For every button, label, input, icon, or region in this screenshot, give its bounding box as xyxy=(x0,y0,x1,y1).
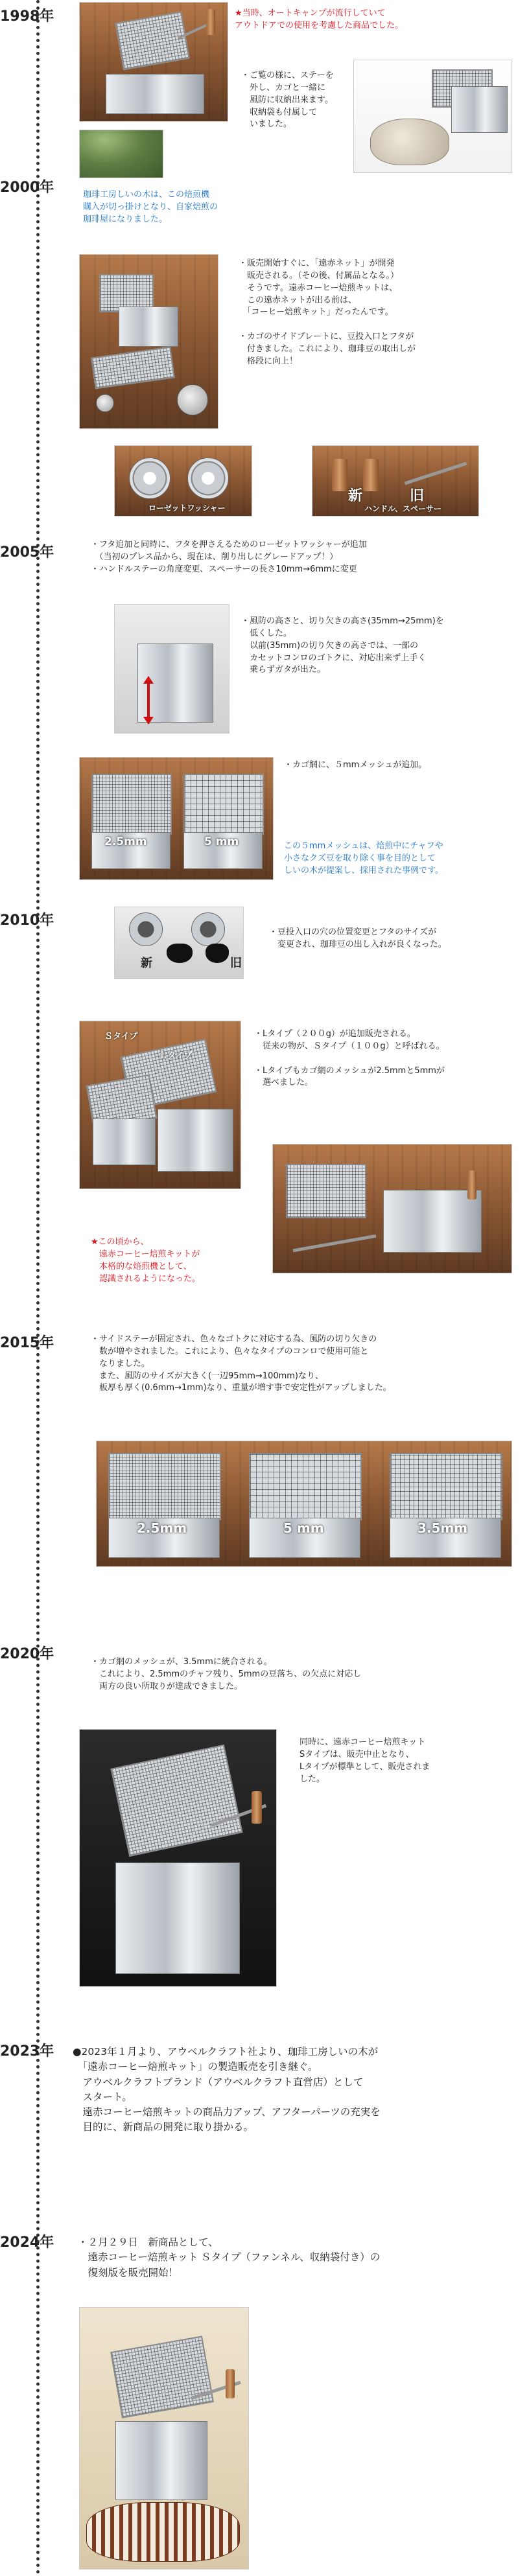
year-2005: 2005年 xyxy=(0,544,54,561)
note-mesh-5mm: この５mmメッシュは、焙煎中にチャフや 小さなクズ豆を取り除く事を目的として しいの木が提案し、採用された事例です。 xyxy=(284,841,443,876)
note-shiinoki: 珈琲工房しいの木は、この焙煎機 購入が切っ掛けとなり、自家焙煎の 珈琲屋になりました。 xyxy=(83,190,218,224)
year-2024: 2024年 xyxy=(0,2234,54,2251)
label-2015-3-5mm: 3.5mm xyxy=(417,1520,468,1536)
photo-bean-inlet xyxy=(114,907,244,979)
caption-new-handle: 新 xyxy=(348,488,363,504)
text-2010-ltype: ・Lタイプ（２００g）が追加販売される。 従来の物が、Ｓタイプ（１００g）と呼ばれる。 ・Lタイプもカゴ網のメッシュが2.5mmと5mmが 選べました。 xyxy=(254,1029,445,1088)
text-2015: ・サイドステーが固定され、色々なゴトクに対応する為、風防の切り欠きの 数が増やされました。これにより、色々なタイプのコンロで使用可能と なりました。 また、風防のサイズが大きく(一辺95mm→100mm)なり、 板厚も厚く(0.6mm→1mm)なり、重量が増す事で安定性がアップしました。 xyxy=(91,1334,392,1393)
caption-handle-spacer: ハンドル、スペーサー xyxy=(364,504,442,513)
label-s-type: Ｓタイプ xyxy=(104,1032,138,1041)
caption-old-inlet: 旧 xyxy=(230,957,242,970)
caption-old-handle: 旧 xyxy=(410,488,425,504)
text-2020: ・カゴ網のメッシュが、3.5mmに統合される。 これにより、2.5mmのチャフ残り、5mmの豆落ち、の欠点に対応し 両方の良い所取りが達成できました。 xyxy=(91,1657,362,1691)
photo-storage-bag xyxy=(353,60,512,173)
year-2015: 2015年 xyxy=(0,1335,54,1351)
photo-windshield-height xyxy=(114,604,229,734)
year-1998: 1998年 xyxy=(0,8,54,25)
text-windshield: ・風防の高さと、切り欠きの高さ(35mm→25mm)を 低くした。 以前(35mm)の切り欠きの高さでは、一部の カセットコンロのゴトクに、対応出来ず上手く 乗らずガタが出た。 xyxy=(241,616,444,675)
year-2010: 2010年 xyxy=(0,912,54,929)
photo-l-type-parts xyxy=(272,1144,512,1273)
text-storage: ・ご覧の様に、ステーを 外し、カゴと一緒に 風防に収納出来ます。 収納袋も付属して いました。 xyxy=(241,71,334,130)
photo-parts-2000 xyxy=(79,254,218,429)
label-2015-2-5mm: 2.5mm xyxy=(137,1520,187,1536)
note-recognized: ★この頃から、 遠赤コーヒー焙煎キットが 本格的な焙煎機として、 認識されるようになった。 xyxy=(91,1237,201,1284)
photo-roaster-2020 xyxy=(79,1729,277,1987)
year-2020: 2020年 xyxy=(0,1646,54,1662)
photo-s-type-reissue xyxy=(79,2307,249,2570)
photo-rosette-washer xyxy=(114,445,252,516)
text-2010-inlet: ・豆投入口の穴の位置変更とフタのサイズが 変更され、珈琲豆の出し入れが良くなった。 xyxy=(269,927,447,949)
photo-roaster-1998 xyxy=(79,2,228,122)
photo-s-l-type xyxy=(79,1021,241,1189)
photo-mesh-3-types xyxy=(96,1441,512,1567)
timeline-line xyxy=(36,0,40,2576)
text-2000: ・販売開始すぐに、「遠赤ネット」が開発 販売される。（その後、付属品となる。） そうです。遠赤コーヒー焙煎キットは、 この遠赤ネットが出る前は、 「コーヒー焙煎キット」だったんです。 ・カゴのサイドプレートに、豆投入口とフタが 付きました。これにより、珈琲豆の取出しが 格段に向上！ xyxy=(239,259,416,366)
photo-mesh-comparison xyxy=(79,757,274,880)
photo-wood-tree xyxy=(79,130,163,178)
text-2005: ・フタ追加と同時に、フタを押さえるためのローゼットワッシャーが追加 （当初のプレス品から、現在は、削り出しにグレードアップ！） ・ハンドルステーの角度変更、スペーサーの長さ10mm→6mmに変更 xyxy=(91,540,367,574)
year-2000: 2000年 xyxy=(0,180,54,196)
text-2023: ●2023年１月より、アウベルクラフト社より、珈琲工房しいの木が 「遠赤コーヒー焙煎キット」の製造販売を引き継ぐ。 アウベルクラフトブランド（アウベルクラフト直営店）として スタート。 遠赤コーヒー焙煎キットの商品力アップ、アフターパーツの充実を 目的に、新商品の開発に取り掛かる。 xyxy=(73,2046,381,2133)
label-l-type: Ｌタイプ xyxy=(159,1051,193,1061)
text-2024: ・２月２９日 新商品として、 遠赤コーヒー焙煎キット Ｓタイプ（ファンネル、収納袋付き）の 復刻版を販売開始！ xyxy=(78,2236,381,2279)
label-mesh-5mm: 5 mm xyxy=(204,835,239,848)
year-2023: 2023年 xyxy=(0,2043,54,2060)
text-2020-side: 同時に、遠赤コーヒー焙煎キット Sタイプは、販売中止となり、 Lタイプが標準として、販売されま した。 xyxy=(300,1737,430,1784)
note-autocamp: ★当時、オートキャンプが流行していて アウトドアでの使用を考慮した商品でした。 xyxy=(235,8,404,30)
caption-rosette-washer: ローゼットワッシャー xyxy=(148,504,226,513)
caption-new-inlet: 新 xyxy=(141,957,152,970)
label-mesh-2-5mm: 2.5mm xyxy=(104,835,147,848)
photo-handle-spacer xyxy=(312,445,479,516)
text-mesh-5mm: ・カゴ網に、５mmメッシュが追加。 xyxy=(284,760,427,770)
label-2015-5mm: 5 mm xyxy=(283,1520,324,1536)
